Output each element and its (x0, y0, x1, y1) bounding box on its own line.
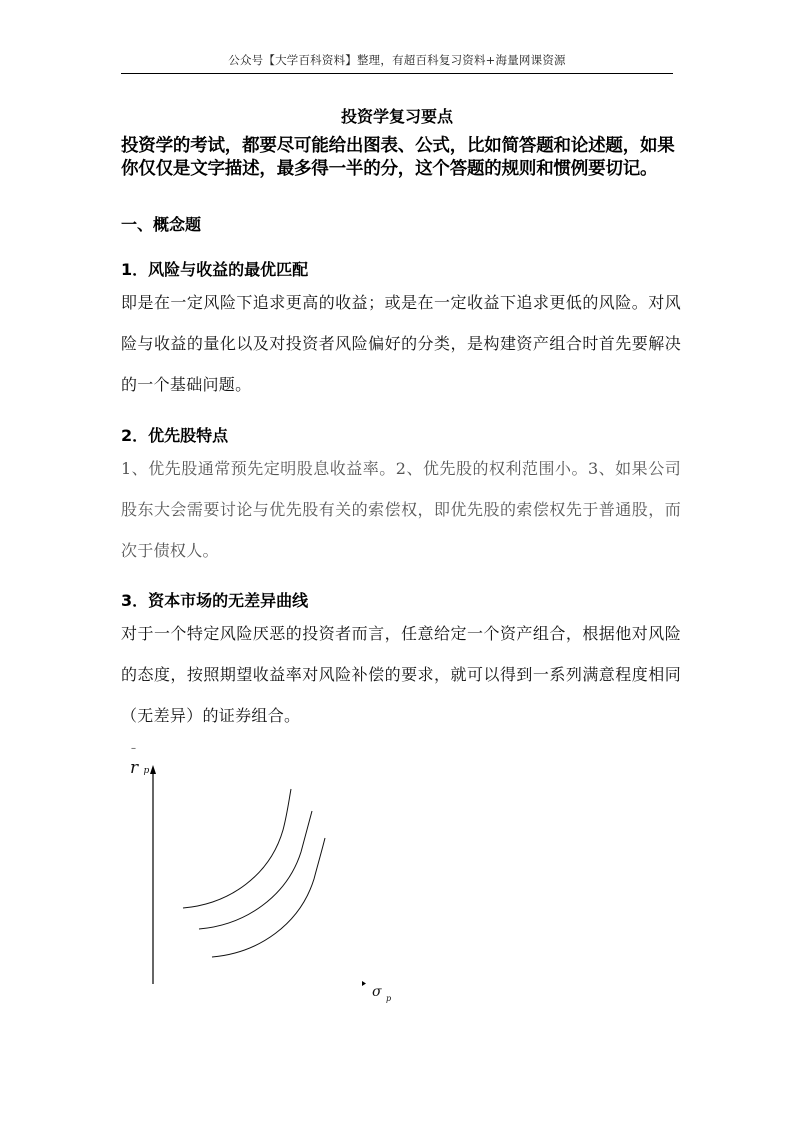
y-axis-symbol: r (130, 758, 139, 778)
y-axis-overbar: – (131, 743, 136, 754)
header-divider (121, 73, 673, 74)
intro-paragraph: 投资学的考试，都要尽可能给出图表、公式，比如简答题和论述题，如果你仅仅是文字描述，最多得一半的分，这个答题的规则和惯例要切记。 (121, 136, 675, 179)
x-axis-arrow-icon (362, 981, 366, 986)
section-heading-concepts: 一、概念题 (121, 215, 202, 234)
y-axis-subscript: p (143, 766, 150, 776)
document-title: 投资学复习要点 (340, 107, 453, 126)
item-body-3: 对于一个特定风险厌恶的投资者而言，任意给定一个资产组合，根据他对风险的态度，按照期望收益率对风险补偿的要求，就可以得到一系列满意程度相同（无差异）的证券组合。 (121, 624, 681, 725)
item-heading-1: 1．风险与收益的最优匹配 (121, 260, 309, 279)
y-axis-label (130, 758, 149, 778)
item-heading-3: 3．资本市场的无差异曲线 (121, 591, 309, 610)
indifference-curve-1 (183, 789, 291, 908)
indifference-curve-2 (199, 811, 312, 929)
x-axis-subscript: p (386, 994, 392, 1003)
indifference-curve-figure (120, 740, 420, 1030)
page-header-banner: 公众号【大学百科资料】整理，有超百科复习资料+海量网课资源 (228, 53, 566, 67)
item-body-1: 即是在一定风险下追求更高的收益；或是在一定收益下追求更低的风险。对风险与收益的量化以及对投资者风险偏好的分类，是构建资产组合时首先要解决的一个基础问题。 (121, 293, 681, 394)
indifference-curve-3 (212, 838, 325, 957)
y-axis-arrow-icon (150, 765, 156, 774)
item-body-2: 1、优先股通常预先定明股息收益率。2、优先股的权利范围小。3、如果公司股东大会需要讨论与优先股有关的索偿权，即优先股的索偿权先于普通股，而次于债权人。 (121, 459, 681, 560)
x-axis-label (372, 984, 392, 1003)
x-axis-symbol: σ (372, 984, 382, 1000)
item-heading-2: 2．优先股特点 (121, 426, 229, 445)
